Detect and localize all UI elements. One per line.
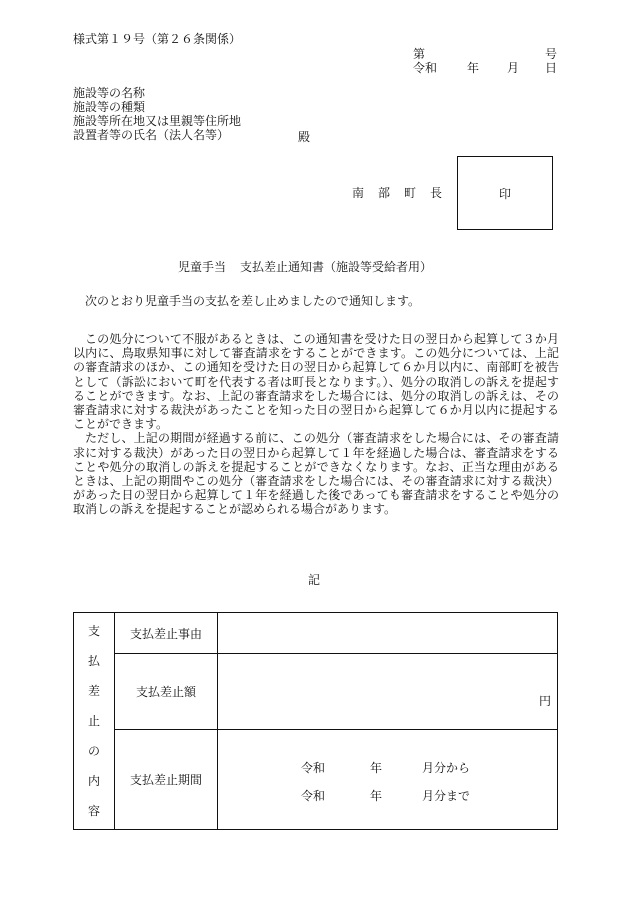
vertical-char: 内 — [87, 774, 100, 788]
period-from-line — [218, 759, 557, 775]
document-title-part1: 児童手当 — [178, 260, 227, 274]
vertical-char: 止 — [87, 714, 100, 728]
amount-field[interactable] — [218, 654, 558, 730]
vertical-char: の — [87, 744, 100, 758]
issuer-char: 南 — [352, 186, 365, 200]
issuer-char: 町 — [404, 186, 417, 200]
period-to-line — [218, 787, 557, 803]
date-year-label: 年 — [467, 61, 480, 75]
document-title-part2: 支払差止通知書（施設等受給者用） — [240, 260, 433, 274]
document-number-prefix: 第 — [413, 47, 426, 61]
document-number-suffix: 号 — [545, 47, 558, 61]
period-field[interactable] — [218, 730, 558, 830]
vertical-char: 払 — [87, 654, 100, 668]
addressee-address: 施設等所在地又は里親等住所地 — [73, 114, 242, 128]
honorific: 殿 — [298, 130, 311, 144]
addressee-facility-type: 施設等の種類 — [73, 100, 146, 114]
appeal-notice — [73, 332, 559, 517]
period-to-year-label: 年 — [370, 789, 383, 803]
amount-unit: 円 — [538, 694, 551, 708]
issuer-char: 長 — [430, 186, 443, 200]
table-row — [74, 654, 558, 730]
period-label: 支払差止期間 — [115, 730, 218, 830]
date-era: 令和 — [413, 61, 438, 75]
period-from-year-label: 年 — [370, 761, 383, 775]
suspension-contents-label — [74, 613, 115, 830]
form-number: 様式第１９号（第２６条関係） — [73, 32, 242, 46]
period-from-month-label: 月分から — [422, 761, 471, 775]
appeal-notice-paragraph: この処分について不服があるときは、この通知書を受けた日の翌日から起算して３か月以内に、鳥取県知事に対して審査請求をすることができます。この処分については、上記の審査請求のほか、この通知を受けた日の翌日から起算して６か月以内に、南部町を被告として（訴訟において町を代表する者は町長となります。）、処分の取消しの訴えを提起することができます。なお、上記の審査請求をした場合には、処分の取消しの訴えは、その審査請求に対する裁決があったことを知った日の翌日から起算して６か月以内に提起することができます。 — [73, 332, 559, 432]
addressee-owner-name: 設置者等の氏名（法人名等） — [73, 128, 230, 142]
suspension-detail-table — [73, 612, 558, 830]
amount-label: 支払差止額 — [115, 654, 218, 730]
seal-label: 印 — [498, 186, 511, 201]
seal-box — [457, 156, 553, 230]
document-title — [178, 258, 432, 275]
date-month-label: 月 — [507, 61, 520, 75]
vertical-char: 差 — [87, 684, 100, 698]
table-row — [74, 613, 558, 654]
reason-label: 支払差止事由 — [115, 613, 218, 654]
intro-text: 次のとおり児童手当の支払を差し止めましたので通知します。 — [85, 294, 421, 308]
table-row — [74, 730, 558, 830]
vertical-char: 容 — [87, 804, 100, 818]
ki-heading: 記 — [308, 573, 321, 587]
date-day-label: 日 — [545, 61, 558, 75]
issuer-char: 部 — [378, 186, 391, 200]
vertical-char: 支 — [87, 624, 100, 638]
period-to-era: 令和 — [301, 789, 326, 803]
appeal-notice-paragraph: ただし、上記の期間が経過する前に、この処分（審査請求をした場合には、その審査請求に対する裁決）があった日の翌日から起算して１年を経過した場合は、審査請求をすることや処分の取消しの訴えを提起することができなくなります。なお、正当な理由があるときは、上記の期間やこの処分（審査請求をした場合には、その審査請求に対する裁決）があった日の翌日から起算して１年を経過した後であっても審査請求をすることや処分の取消しの訴えを提起することが認められる場合があります。 — [73, 431, 559, 517]
period-from-era: 令和 — [301, 761, 326, 775]
period-to-month-label: 月分まで — [422, 789, 471, 803]
reason-field[interactable] — [218, 613, 558, 654]
addressee-block — [73, 86, 241, 142]
issuer-title — [352, 184, 456, 201]
addressee-facility-name: 施設等の名称 — [73, 86, 146, 100]
